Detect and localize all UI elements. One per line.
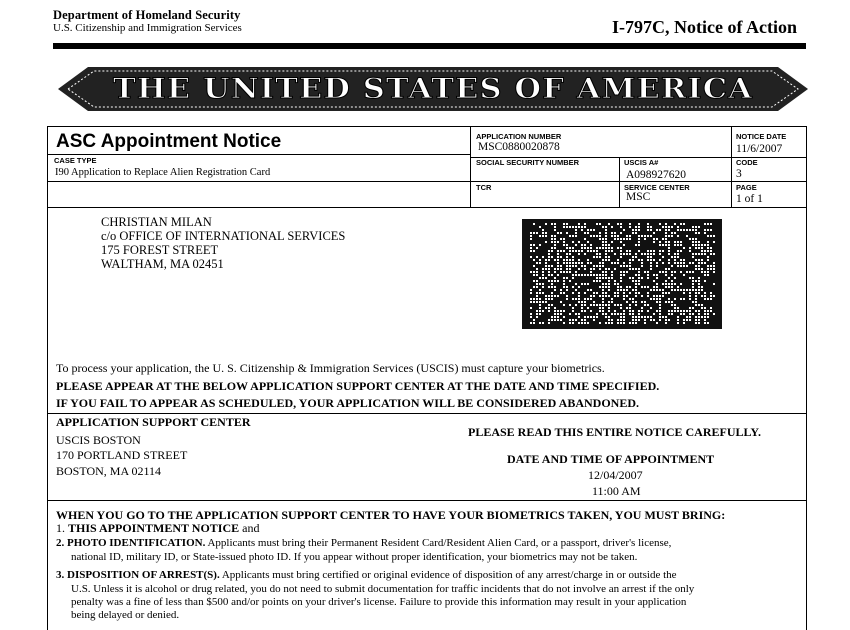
application-number-value: MSC0880020878	[478, 141, 560, 153]
bring-item-2	[56, 537, 671, 549]
instruction-line-1: To process your application, the U. S. Citizenship & Immigration Services (USCIS) must capture your biometrics.	[56, 361, 605, 375]
item-3-line-4: being delayed or denied.	[71, 609, 180, 621]
recipient-line2: 175 FOREST STREET	[101, 243, 219, 257]
notice-date-value: 11/6/2007	[736, 143, 783, 155]
recipient-line1: c/o OFFICE OF INTERNATIONAL SERVICES	[101, 229, 346, 243]
asc-label: APPLICATION SUPPORT CENTER	[56, 415, 251, 429]
item-1-number: 1.	[56, 521, 65, 535]
instruction-line-2: PLEASE APPEAR AT THE BELOW APPLICATION SUPPORT CENTER AT THE DATE AND TIME SPECIFIED.	[56, 379, 660, 393]
application-number-label: APPLICATION NUMBER	[476, 132, 562, 141]
bring-item-1	[56, 521, 259, 536]
usa-banner	[58, 61, 808, 117]
agency-name: U.S. Citizenship and Immigration Services	[53, 22, 242, 34]
notice-form	[47, 126, 807, 630]
banner-text: THE UNITED STATES OF AMERICA	[113, 72, 754, 105]
item-2-line-1: Applicants must bring their Permanent Resident Card/Resident Alien Card, or a passport, driver's license,	[205, 537, 672, 549]
uscis-number-label: USCIS A#	[624, 158, 659, 167]
ssn-label: SOCIAL SECURITY NUMBER	[476, 158, 580, 167]
item-3-line-3: penalty was a fine of less than $500 and/or points on your driver's license. Failure to provide this information may result in your application	[71, 596, 687, 608]
code-label: CODE	[736, 158, 758, 167]
asc-city: BOSTON, MA 02114	[56, 464, 162, 478]
form-title: I-797C, Notice of Action	[612, 17, 797, 37]
item-3-line-2: U.S. Unless it is alcohol or drug related, you do not need to submit documentation for traffic incidents that do not involve an arrest if the only	[71, 583, 695, 595]
case-type-value: I90 Application to Replace Alien Registration Card	[55, 167, 271, 178]
service-center-label: SERVICE CENTER	[624, 183, 690, 192]
recipient-line3: WALTHAM, MA 02451	[101, 257, 224, 271]
barcode	[522, 219, 722, 329]
recipient-name: CHRISTIAN MILAN	[101, 215, 212, 229]
item-2-line-2: national ID, military ID, or State-issued photo ID. If you appear without proper identification, your biometrics may not be taken.	[71, 551, 638, 563]
item-3-line-1: Applicants must bring certified or original evidence of disposition of any arrest/charge in or outside the	[219, 569, 677, 581]
read-notice: PLEASE READ THIS ENTIRE NOTICE CAREFULLY.	[468, 425, 761, 439]
department-name: Department of Homeland Security	[53, 8, 241, 22]
notice-date-label: NOTICE DATE	[736, 132, 787, 141]
appointment-time: 11:00 AM	[592, 484, 641, 498]
service-center-value: MSC	[626, 191, 651, 203]
recipient-address	[101, 215, 345, 271]
item-1-rest: and	[239, 521, 260, 535]
tcr-label: TCR	[476, 183, 492, 192]
instruction-line-3: IF YOU FAIL TO APPEAR AS SCHEDULED, YOUR APPLICATION WILL BE CONSIDERED ABANDONED.	[56, 396, 639, 410]
item-1-title: THIS APPOINTMENT NOTICE	[68, 521, 240, 535]
page-label: PAGE	[736, 183, 757, 192]
code-value: 3	[736, 168, 742, 180]
appointment-label: DATE AND TIME OF APPOINTMENT	[507, 452, 715, 466]
item-3-number: 3.	[56, 569, 65, 581]
bring-heading: WHEN YOU GO TO THE APPLICATION SUPPORT CENTER TO HAVE YOUR BIOMETRICS TAKEN, YOU MUST BRING:	[56, 508, 726, 522]
uscis-number-value: A098927620	[626, 169, 687, 181]
item-3-title: DISPOSITION OF ARREST(S).	[67, 569, 220, 581]
bring-item-3	[56, 569, 677, 581]
item-2-number: 2.	[56, 537, 65, 549]
case-type-label: CASE TYPE	[54, 156, 97, 165]
item-2-title: PHOTO IDENTIFICATION.	[67, 537, 206, 549]
notice-title: ASC Appointment Notice	[56, 131, 282, 152]
header-rule	[53, 43, 806, 49]
asc-name: USCIS BOSTON	[56, 433, 141, 447]
appointment-date: 12/04/2007	[588, 468, 643, 482]
page-value: 1 of 1	[736, 193, 763, 205]
asc-street: 170 PORTLAND STREET	[56, 448, 188, 462]
